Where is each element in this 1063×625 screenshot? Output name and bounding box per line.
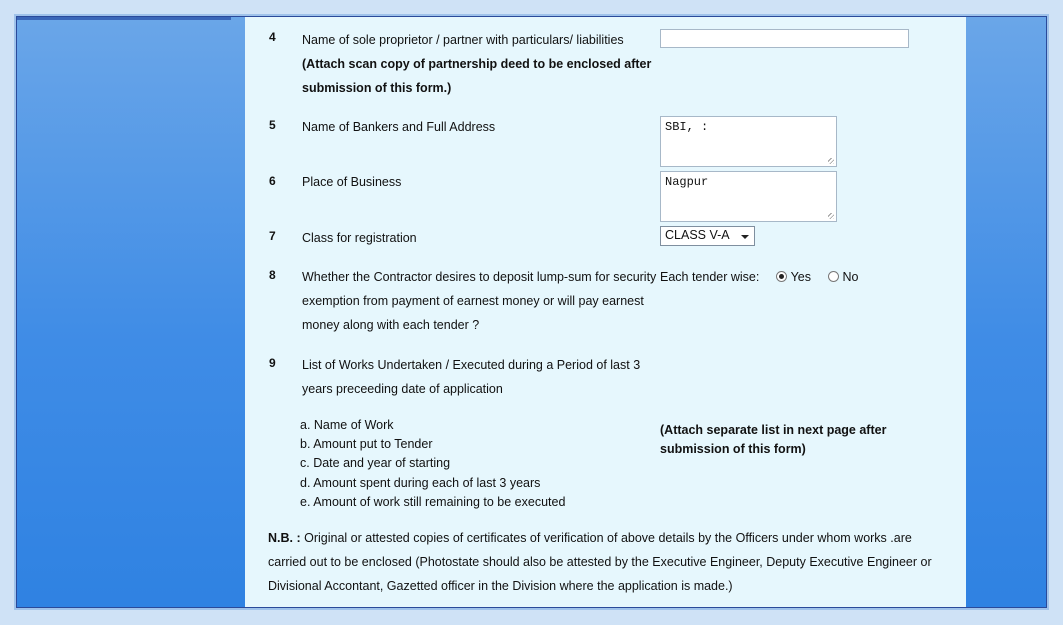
- proprietor-input[interactable]: [660, 29, 909, 48]
- no-label[interactable]: No: [842, 270, 859, 284]
- field-label-works: List of Works Undertaken / Executed during a Period of last 3 years preceeding date of application: [302, 358, 641, 396]
- row-number: 4: [269, 30, 276, 44]
- resize-grip-icon[interactable]: [828, 213, 834, 219]
- nb-label: N.B. :: [268, 531, 301, 545]
- chevron-down-icon: [741, 235, 749, 239]
- list-item: d. Amount spent during each of last 3 years: [300, 475, 541, 490]
- row-number: 6: [269, 174, 276, 188]
- list-item: c. Date and year of starting: [300, 456, 451, 471]
- row-number: 8: [269, 268, 276, 282]
- no-radio[interactable]: [828, 271, 839, 282]
- row-number: 7: [269, 229, 276, 243]
- bankers-textarea[interactable]: [660, 116, 837, 167]
- bankers-value: SBI, :: [665, 120, 709, 134]
- class-select[interactable]: [660, 226, 755, 246]
- field-label-bankers: Name of Bankers and Full Address: [302, 120, 496, 134]
- field-label-proprietor: [302, 28, 662, 100]
- class-selected-value: CLASS V-A: [665, 228, 730, 242]
- list-item: a. Name of Work: [300, 418, 394, 432]
- resize-grip-icon[interactable]: [828, 158, 834, 164]
- field-label-deposit: Whether the Contractor desires to deposit lump-sum for security exemption from payment of earnest money or will pay earnest money along with each tender ?: [302, 270, 657, 332]
- attach-note: (Attach scan copy of partnership deed to be enclosed after submission of this form.): [302, 57, 652, 95]
- row-number: 5: [269, 118, 276, 132]
- attach-list-note: (Attach separate list in next page after submission of this form): [660, 423, 887, 456]
- row-number: 9: [269, 356, 276, 370]
- place-textarea[interactable]: [660, 171, 837, 222]
- field-label-place: Place of Business: [302, 175, 402, 189]
- label-text: Name of sole proprietor / partner with particulars/ liabilities: [302, 33, 624, 47]
- list-item: b. Amount put to Tender: [300, 437, 433, 452]
- works-list: [300, 416, 565, 512]
- nb-text: Original or attested copies of certificates of verification of above details by the Officers under whom works .are carried out to be enclosed (Photostate should also be attested by the Executive Engineer, Deputy Executive Engineer or Divisional Accontant, Gazetted officer in the Division where the application is made.): [268, 531, 932, 593]
- list-item: e. Amount of work still remaining to be executed: [300, 494, 566, 509]
- yes-radio[interactable]: [776, 271, 787, 282]
- field-label-class: Class for registration: [302, 231, 417, 245]
- place-value: Nagpur: [665, 175, 709, 189]
- yes-label[interactable]: Yes: [790, 270, 811, 284]
- deposit-option-label: Each tender wise:: [660, 270, 760, 284]
- nb-note: [268, 526, 944, 598]
- deposit-options: [660, 265, 858, 289]
